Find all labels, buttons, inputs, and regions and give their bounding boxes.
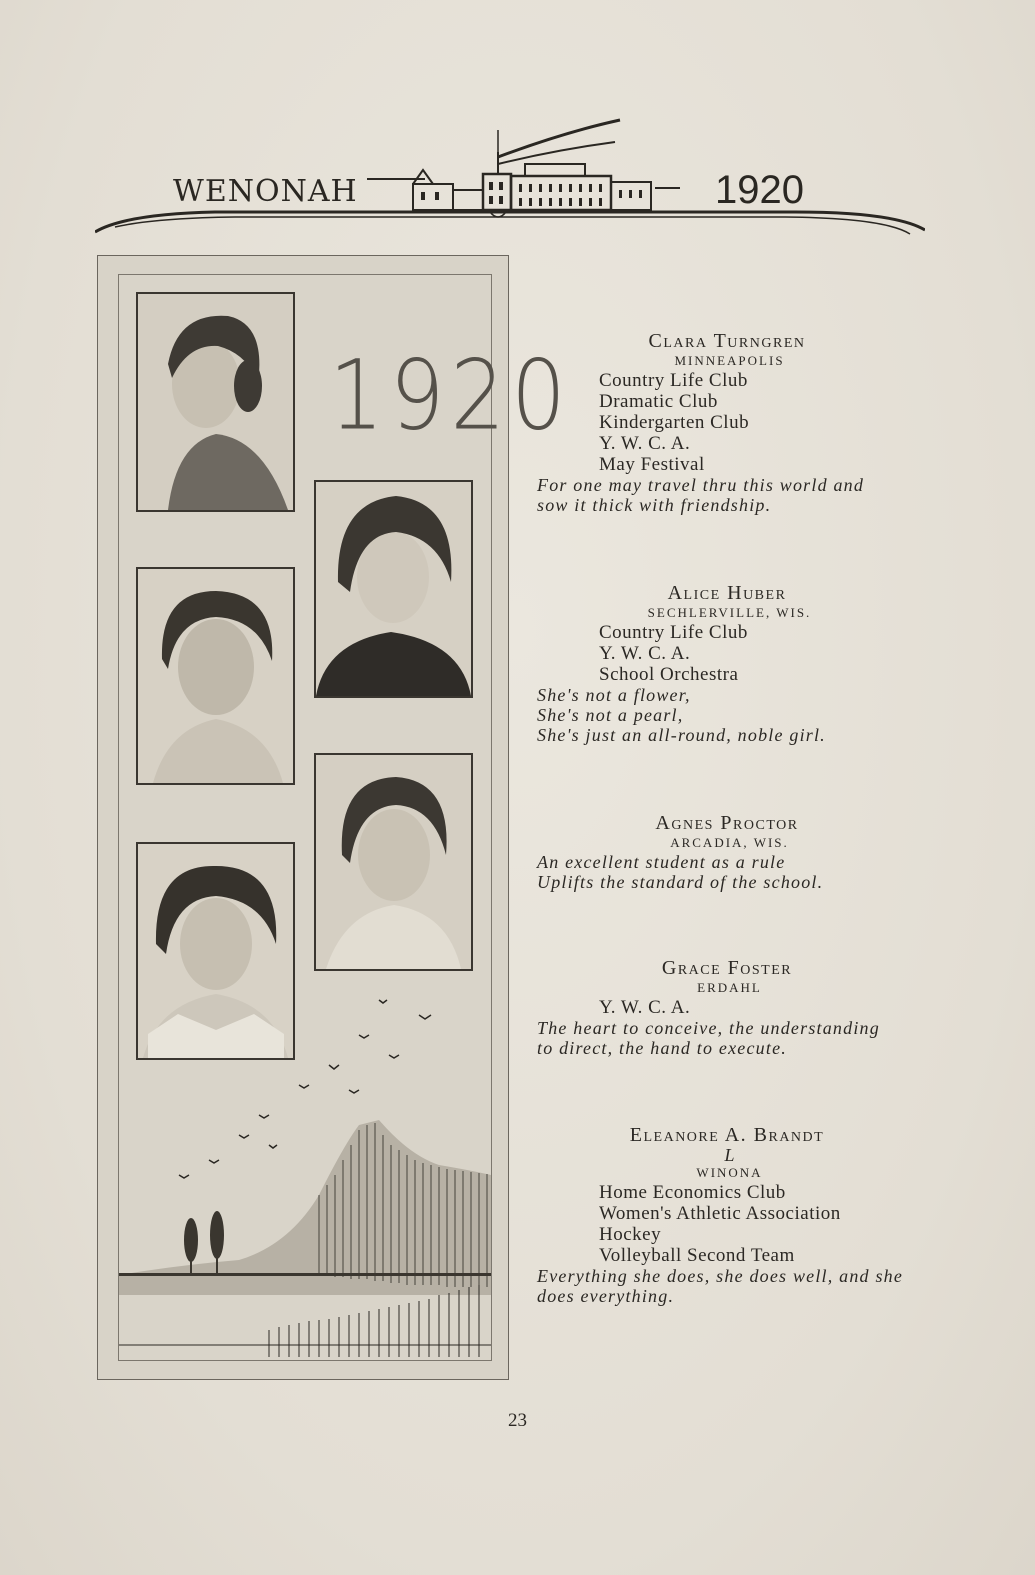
activity-item: May Festival — [599, 454, 705, 475]
entry-eleanore-brandt — [537, 1124, 922, 1306]
activity-item: Y. W. C. A. — [599, 433, 691, 454]
entry-quote — [537, 475, 922, 515]
portrait-panel-inner — [118, 274, 572, 1361]
portrait-photo-grace-foster — [314, 753, 473, 971]
portrait-photo-clara-turngren — [136, 292, 295, 512]
panel-year: 1920 — [329, 340, 572, 452]
portrait-panel — [97, 255, 572, 1380]
entry-place: ARCADIA, WIS. — [670, 835, 789, 850]
activity-item: Country Life Club — [599, 622, 748, 643]
entry-quote — [537, 1018, 922, 1058]
entry-name: Clara Turngren — [648, 330, 806, 352]
landscape-illustration — [119, 995, 491, 1360]
activity-item: School Orchestra — [599, 664, 739, 685]
activity-item: Hockey — [599, 1224, 662, 1245]
activity-item: Volleyball Second Team — [599, 1245, 795, 1266]
quote-line: She's not a flower, — [537, 685, 691, 705]
quote-line: Everything she does, she does well, and she — [537, 1266, 904, 1286]
entry-activities — [537, 370, 922, 475]
entry-clara-turngren — [537, 330, 922, 515]
quote-line: The heart to conceive, the understanding — [537, 1018, 880, 1038]
activity-item: Y. W. C. A. — [599, 997, 691, 1018]
quote-line: sow it thick with friendship. — [537, 495, 772, 515]
entry-quote — [537, 852, 922, 892]
quote-line: Uplifts the standard of the school. — [537, 872, 824, 892]
activity-item: Country Life Club — [599, 370, 748, 391]
quote-line: does everything. — [537, 1286, 675, 1306]
entry-name: Grace Foster — [661, 957, 793, 979]
entry-quote — [537, 1266, 922, 1306]
entry-place: WINONA — [696, 1165, 763, 1180]
portrait-photo-alice-huber — [314, 480, 473, 698]
entry-name: Agnes Proctor — [655, 812, 799, 834]
header-year: 1920 — [715, 168, 804, 212]
entry-grace-foster — [537, 957, 922, 1058]
quote-line: An excellent student as a rule — [537, 852, 786, 872]
entry-activities — [537, 997, 922, 1018]
entry-quote — [537, 685, 922, 745]
page-header — [95, 112, 925, 242]
entry-activities — [537, 1182, 922, 1266]
portrait-photo-agnes-proctor — [136, 567, 295, 785]
page-number: 23 — [508, 1410, 527, 1431]
entry-activities — [537, 622, 922, 685]
entry-place: ERDAHL — [697, 980, 762, 995]
entry-symbol: L — [724, 1145, 735, 1165]
entry-name: Alice Huber — [667, 582, 787, 604]
entry-place: SECHLERVILLE, WIS. — [647, 605, 812, 620]
activity-item: Women's Athletic Association — [599, 1203, 841, 1224]
activity-item: Y. W. C. A. — [599, 643, 691, 664]
entry-agnes-proctor — [537, 812, 922, 892]
quote-line: For one may travel thru this world and — [537, 475, 865, 495]
quote-line: to direct, the hand to execute. — [537, 1038, 787, 1058]
entry-alice-huber — [537, 582, 922, 745]
quote-line: She's not a pearl, — [537, 705, 684, 725]
activity-item: Dramatic Club — [599, 391, 718, 412]
quote-line: She's just an all-round, noble girl. — [537, 725, 826, 745]
entry-place: MINNEAPOLIS — [674, 353, 785, 368]
entry-name: Eleanore A. Brandt — [629, 1124, 825, 1146]
header-title: WENONAH — [173, 174, 358, 209]
activity-item: Home Economics Club — [599, 1182, 786, 1203]
activity-item: Kindergarten Club — [599, 412, 750, 433]
